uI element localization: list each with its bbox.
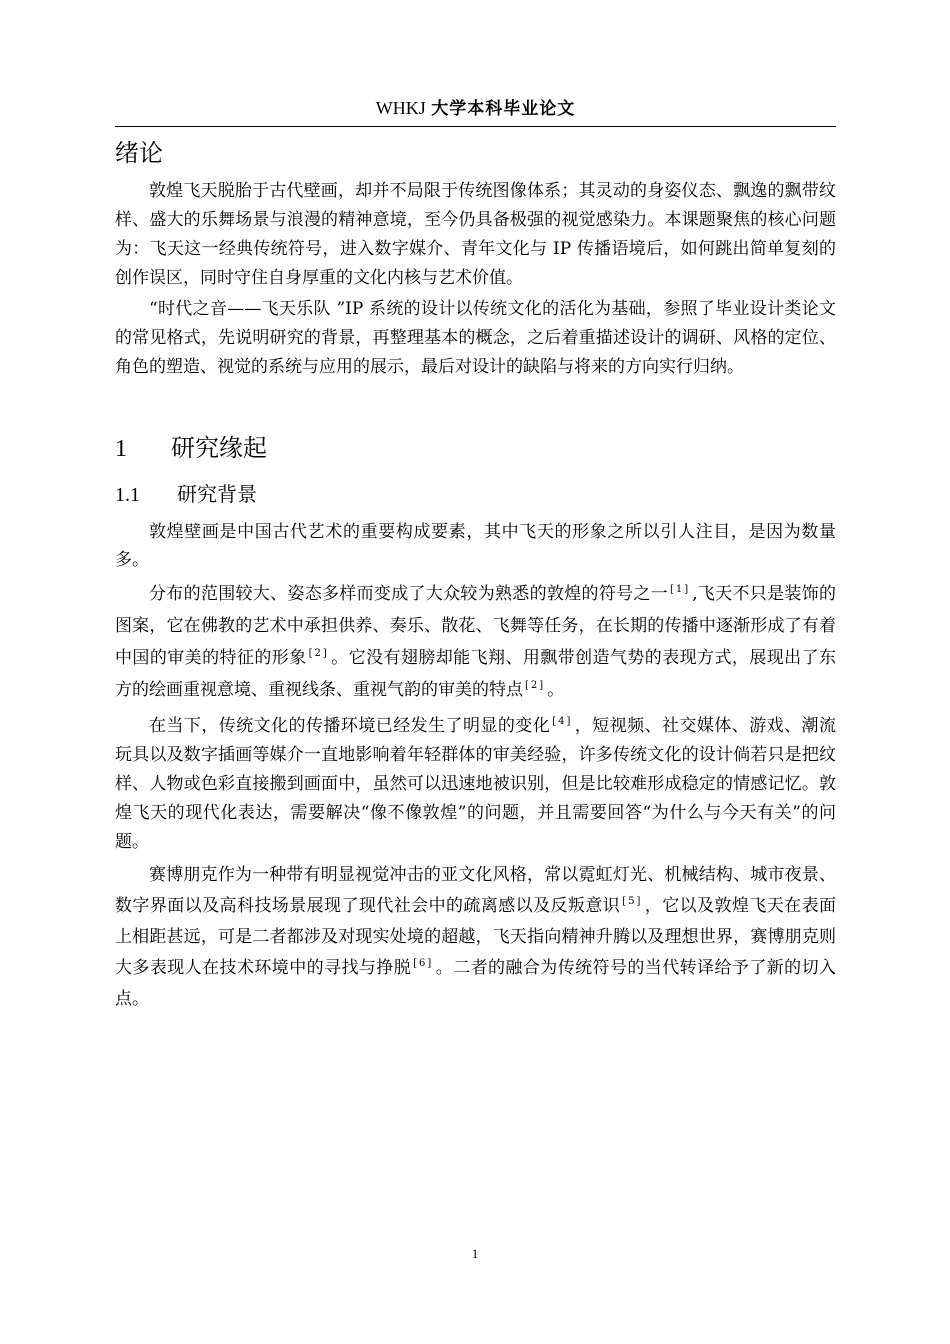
- citation-ref: [4]: [552, 716, 573, 728]
- intro-paragraph-1: 敦煌飞天脱胎于古代壁画，却并不局限于传统图像体系；其灵动的身姿仪态、飘逸的飘带纹样、盛大的乐舞场景与浪漫的精神意境，至今仍具备极强的视觉感染力。本课题聚焦的核心问题为：飞天这一经典传统符号，进入数字媒介、青年文化与 IP 传播语境后，如何跳出简单复刻的创作误区，同时守住自身厚重的文化内核与艺术价值。: [115, 181, 836, 288]
- chapter-title: 研究缘起: [171, 434, 267, 462]
- chapter-heading: [115, 428, 836, 469]
- chapter-number: 1: [115, 436, 127, 462]
- body-paragraph-1: 敦煌壁画是中国古代艺术的重要构成要素，其中飞天的形象之所以引人注目，是因为数量多。: [115, 522, 836, 570]
- citation-ref: [1]: [670, 584, 691, 596]
- section-title: 研究背景: [177, 482, 257, 506]
- paragraph-text: 。: [547, 680, 565, 700]
- paragraph-text: 。它没有翅膀却能飞翔、用飘带创造气势的表现方式，展现出了东方的绘画重视意境、重视线条、重视气韵的审美的特点: [115, 648, 837, 700]
- body-paragraph-2: [115, 578, 836, 706]
- paragraph-text: ,飞天不只是装饰的图案，它在佛教的艺术中承担供养、奏乐、散花、飞舞等任务，在长期的传播中逐渐形成了有着中国的审美的特征的形象: [115, 584, 836, 668]
- body-paragraph-3: [115, 712, 836, 857]
- paragraph-text: ，短视频、社交媒体、游戏、潮流玩具以及数字插画等媒介一直地影响着年轻群体的审美经验，许多传统文化的设计倘若只是把纹样、人物或色彩直接搬到画面中，虽然可以迅速地被识别，但是比较难形成稳定的情感记忆。敦煌飞天的现代化表达，需要解决“像不像敦煌”的问题，并且需要回答“为什么与今天有关”的问题。: [115, 716, 837, 852]
- header-rule: [115, 126, 836, 127]
- citation-ref: [5]: [622, 896, 643, 908]
- header-title: 大学本科毕业论文: [431, 99, 576, 119]
- page-number: 1: [471, 1246, 479, 1261]
- intro-heading: 绪论: [115, 139, 163, 167]
- intro-paragraph-2: “时代之音——飞天乐队 ”IP 系统的设计以传统文化的活化为基础，参照了毕业设计类论文的常见格式，先说明研究的背景，再整理基本的概念，之后着重描述设计的调研、风格的定位、角色的塑造、视觉的系统与应用的展示，最后对设计的缺陷与将来的方向实行归纳。: [115, 299, 836, 377]
- paragraph-text: 。二者的融合为传统符号的当代转译给予了新的切入点。: [115, 958, 837, 1009]
- citation-ref: [2]: [525, 680, 546, 692]
- paragraph-text: 分布的范围较大、姿态多样而变成了大众较为熟悉的敦煌的符号之一: [149, 584, 669, 604]
- body-content: [115, 135, 836, 1015]
- citation-ref: [2]: [308, 648, 329, 660]
- section-heading: [115, 477, 836, 512]
- paragraph-text: 在当下，传统文化的传播环境已经发生了明显的变化: [149, 716, 551, 736]
- paragraph-text: 赛博朋克作为一种带有明显视觉冲击的亚文化风格，常以霓虹灯光、机械结构、城市夜景、数字界面以及高科技场景展现了现代社会中的疏离感以及反叛意识: [115, 865, 836, 916]
- citation-ref: [6]: [413, 958, 434, 970]
- section-number: 1.1: [115, 484, 140, 506]
- header-latin: WHKJ: [375, 98, 426, 118]
- paragraph-text: ，它以及敦煌飞天在表面上相距甚远，可是二者都涉及对现实处境的超越，飞天指向精神升腾以及理想世界，赛博朋克则大多表现人在技术环境中的寻找与挣脱: [115, 896, 837, 978]
- body-paragraph-4: [115, 860, 836, 1015]
- running-header: [115, 95, 836, 125]
